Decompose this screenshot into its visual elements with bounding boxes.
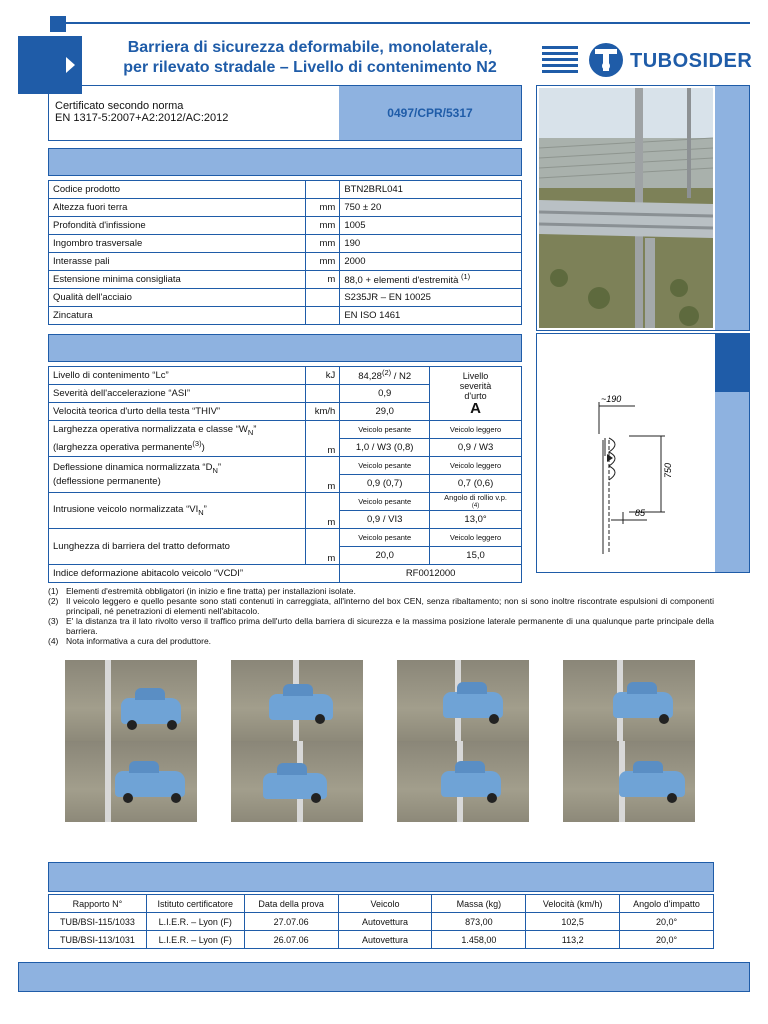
len-unit: m <box>306 529 340 565</box>
product-row <box>49 235 522 253</box>
crash-photo-2 <box>231 660 363 822</box>
tests-cell: TUB/BSI-115/1033 <box>49 913 147 931</box>
table-row <box>49 913 714 931</box>
drawing-side-band-top <box>715 334 749 392</box>
product-value: S235JR – EN 10025 <box>340 289 522 307</box>
table-row <box>49 931 714 949</box>
tests-cell: 20,0° <box>620 931 714 949</box>
footer-bar <box>18 962 750 992</box>
footnote: (3) E' la distanza tra il lato rivolto verso il traffico prima dell'urto della barriera di sicurezza e la massima posizione laterale permanente di una qualunque parte principale della barriera. <box>48 616 714 636</box>
severity-cell <box>430 367 522 421</box>
row-len-heads <box>49 529 522 547</box>
severity-label: Livello severità d'urto <box>459 370 492 401</box>
len-label: Lunghezza di barriera del tratto deformato <box>49 529 306 565</box>
tests-header-cell: Veicolo <box>338 895 432 913</box>
w-label: Larghezza operativa normalizzata e classe “$W_N$” (larghezza operativa permanente$^{(3)}$) <box>49 421 306 457</box>
title-line-1: Barriera di sicurezza deformabile, monolaterale, <box>127 39 493 56</box>
product-label: Codice prodotto <box>49 181 306 199</box>
tests-cell: TUB/BSI-113/1031 <box>49 931 147 949</box>
tests-cell: L.I.E.R. – Lyon (F) <box>146 913 244 931</box>
crash-photo-3-top <box>397 660 529 741</box>
footnote: (4) Nota informativa a cura del produttore. <box>48 636 212 646</box>
row-vi-heads <box>49 493 522 511</box>
product-label: Interasse pali <box>49 253 306 271</box>
tests-cell: 20,0° <box>620 913 714 931</box>
header-rule <box>50 22 750 24</box>
tests-header-cell: Istituto certificatore <box>146 895 244 913</box>
row-w-heads <box>49 421 522 439</box>
product-row <box>49 217 522 235</box>
w-unit: m <box>306 421 340 457</box>
len-heavy: 20,0 <box>340 547 430 565</box>
crash-photo-4-top <box>563 660 695 741</box>
len-light-head: Veicolo leggero <box>430 529 522 547</box>
arrow-right-icon <box>66 57 75 73</box>
product-value: 2000 <box>340 253 522 271</box>
vi-roll: 13,0° <box>430 511 522 529</box>
lc-value <box>340 367 430 385</box>
w-light: 0,9 / W3 <box>430 439 522 457</box>
vcdi-value: RF0012000 <box>340 565 522 583</box>
thiv-unit: km/h <box>306 403 340 421</box>
len-heavy-head: Veicolo pesante <box>340 529 430 547</box>
section-bar-tests <box>48 862 714 892</box>
product-unit: m <box>306 271 340 289</box>
tests-cell: 1.458,00 <box>432 931 526 949</box>
tests-table <box>48 894 714 949</box>
product-row <box>49 199 522 217</box>
product-unit: mm <box>306 235 340 253</box>
asi-value: 0,9 <box>340 385 430 403</box>
d-light-head: Veicolo leggero <box>430 457 522 475</box>
product-label: Zincatura <box>49 307 306 325</box>
product-row <box>49 289 522 307</box>
w-heavy: 1,0 / W3 (0,8) <box>340 439 430 457</box>
photo-side-band <box>715 86 749 330</box>
product-value: EN ISO 1461 <box>340 307 522 325</box>
vcdi-label: Indice deformazione abitacolo veicolo “VCDI” <box>49 565 340 583</box>
logo-mark-icon <box>540 40 630 82</box>
footnote: (2) Il veicolo leggero e quello pesante sono stati contenuti in carreggiata, all'interno del box CEN, senza ribaltamento; non si sono inoltre riscontrate espulsioni di componenti principali, né penetrazioni di elementi nell'abitacolo. <box>48 596 714 616</box>
len-light: 15,0 <box>430 547 522 565</box>
asi-label: Severità dell'accelerazione “ASI” <box>49 385 306 403</box>
product-value: 190 <box>340 235 522 253</box>
crash-photo-3-bottom <box>397 741 529 822</box>
vi-heavy-head: Veicolo pesante <box>340 493 430 511</box>
product-value: 750 ± 20 <box>340 199 522 217</box>
lc-label: Livello di contenimento “Lc” <box>49 367 306 385</box>
certificate-line-2: EN 1317-5:2007+A2:2012/AC:2012 <box>55 112 229 124</box>
footnote: (1) Elementi d'estremità obbligatori (in inizio e fine tratta) per installazioni isolate. <box>48 586 356 596</box>
tests-header-cell: Angolo d'impatto <box>620 895 714 913</box>
w-light-head: Veicolo leggero <box>430 421 522 439</box>
tests-cell: Autovettura <box>338 931 432 949</box>
lc-unit: kJ <box>306 367 340 385</box>
tests-cell: 26.07.06 <box>244 931 338 949</box>
barrier-photo-panel <box>536 85 750 331</box>
product-unit: mm <box>306 253 340 271</box>
crash-photo-2-bottom <box>231 741 363 822</box>
barrier-photo <box>539 88 713 328</box>
row-d-heads <box>49 457 522 475</box>
row-lc <box>49 367 522 385</box>
product-label: Estensione minima consigliata <box>49 271 306 289</box>
dim-height: 750 <box>663 462 673 478</box>
crash-photo-1-bottom <box>65 741 197 822</box>
d-unit: m <box>306 457 340 493</box>
lc-number: 84,28 <box>358 371 382 383</box>
tests-header-cell: Velocità (km/h) <box>526 895 620 913</box>
product-label: Ingombro trasversale <box>49 235 306 253</box>
dim-top: ~190 <box>601 394 622 404</box>
product-label: Profondità d'infissione <box>49 217 306 235</box>
section-bar-performance <box>48 334 522 362</box>
product-row <box>49 181 522 199</box>
product-value: 88,0 + elementi d'estremità $^{(1)}$ <box>340 271 522 289</box>
crash-photo-2-top <box>231 660 363 741</box>
row-vcdi <box>49 565 522 583</box>
tests-cell: 113,2 <box>526 931 620 949</box>
tests-header-row <box>49 895 714 913</box>
product-row <box>49 307 522 325</box>
crash-photo-4 <box>563 660 695 822</box>
page-title <box>100 38 520 78</box>
product-value: BTN2BRL041 <box>340 181 522 199</box>
performance-table <box>48 366 522 583</box>
footnotes <box>48 586 714 646</box>
product-row <box>49 271 522 289</box>
lc-class: / N2 <box>391 371 412 383</box>
barrier-photo-illustration <box>539 88 713 328</box>
certificate-box <box>48 85 522 141</box>
d-heavy-head: Veicolo pesante <box>340 457 430 475</box>
section-bar-product <box>48 148 522 176</box>
thiv-value: 29,0 <box>340 403 430 421</box>
tests-cell: L.I.E.R. – Lyon (F) <box>146 931 244 949</box>
crash-photo-1-top <box>65 660 197 741</box>
product-table <box>48 180 522 325</box>
tests-cell: Autovettura <box>338 913 432 931</box>
product-unit <box>306 289 340 307</box>
crash-photo-4-bottom <box>563 741 695 822</box>
product-row <box>49 253 522 271</box>
certificate-line-1: Certificato secondo norma <box>55 100 184 112</box>
severity-value: A <box>470 399 481 417</box>
crash-photo-3 <box>397 660 529 822</box>
vi-label: Intrusione veicolo normalizzata “$VI_N$” <box>49 493 306 529</box>
tests-cell: 102,5 <box>526 913 620 931</box>
logo-text: TUBOSIDER <box>630 50 753 72</box>
vi-unit: m <box>306 493 340 529</box>
w-heavy-head: Veicolo pesante <box>340 421 430 439</box>
vi-roll-head: Angolo di rollio v.p. (4) <box>430 493 522 511</box>
product-label: Qualità dell'acciaio <box>49 289 306 307</box>
certificate-standard <box>49 86 339 140</box>
product-value: 1005 <box>340 217 522 235</box>
d-light: 0,7 (0,6) <box>430 475 522 493</box>
product-unit: mm <box>306 199 340 217</box>
barrier-section-drawing <box>537 334 715 572</box>
tests-header-cell: Massa (kg) <box>432 895 526 913</box>
tests-header-cell: Rapporto N° <box>49 895 147 913</box>
product-unit <box>306 181 340 199</box>
header-square-small <box>50 16 66 32</box>
lc-sup: (2) <box>381 368 392 378</box>
certificate-code: 0497/CPR/5317 <box>339 86 521 140</box>
barrier-drawing-panel <box>536 333 750 573</box>
tests-cell: 27.07.06 <box>244 913 338 931</box>
tests-cell: 873,00 <box>432 913 526 931</box>
crash-photo-1 <box>65 660 197 822</box>
tests-header-cell: Data della prova <box>244 895 338 913</box>
thiv-label: Velocità teorica d'urto della testa “THIV” <box>49 403 306 421</box>
vi-heavy: 0,9 / VI3 <box>340 511 430 529</box>
title-line-2: per rilevato stradale – Livello di contenimento N2 <box>123 59 497 76</box>
product-unit <box>306 307 340 325</box>
product-unit: mm <box>306 217 340 235</box>
d-label: Deflessione dinamica normalizzata “$D_N$” (deflessione permanente) <box>49 457 306 493</box>
d-heavy: 0,9 (0,7) <box>340 475 430 493</box>
dim-small: 85 <box>635 508 646 518</box>
tubosider-logo <box>540 40 753 82</box>
product-label: Altezza fuori terra <box>49 199 306 217</box>
